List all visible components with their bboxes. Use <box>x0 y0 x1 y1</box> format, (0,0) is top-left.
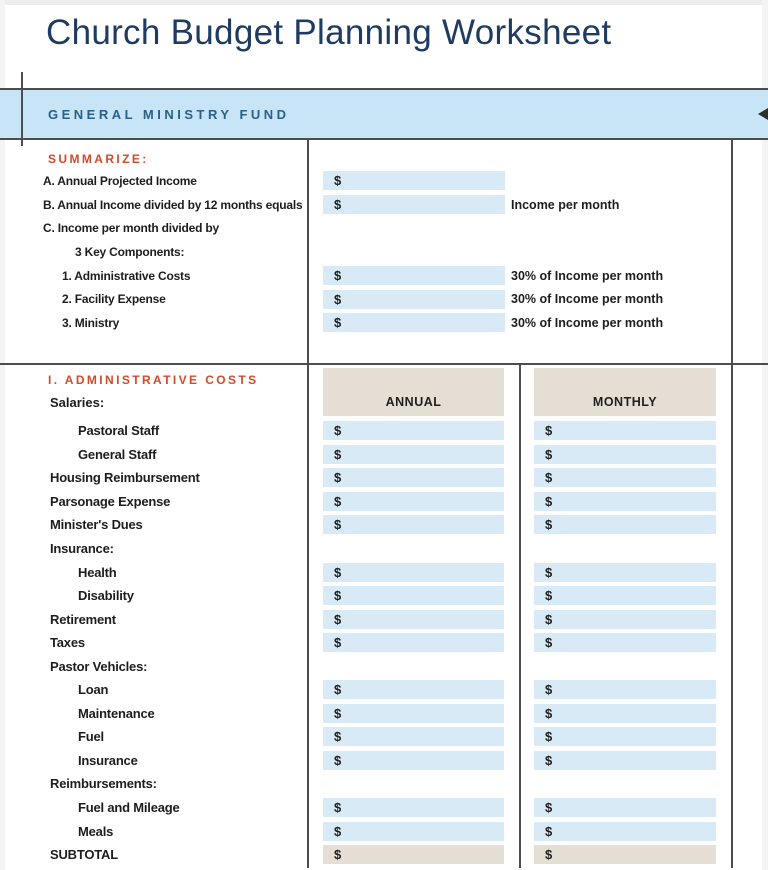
currency-symbol: $ <box>545 635 553 651</box>
monthly-amount-input-field[interactable] <box>534 633 716 652</box>
annual-amount-input-field[interactable] <box>323 727 504 746</box>
administrative-costs-heading: I. ADMINISTRATIVE COSTS <box>48 373 259 387</box>
page-edge-top <box>0 0 768 5</box>
currency-symbol: $ <box>545 823 553 839</box>
page-title: Church Budget Planning Worksheet <box>46 13 612 52</box>
annual-column-header <box>323 368 504 416</box>
row-label: 2. Facility Expense <box>62 292 166 307</box>
annual-amount-input-field[interactable] <box>323 798 504 817</box>
amount-input-field[interactable] <box>323 171 505 190</box>
monthly-cell <box>519 798 731 817</box>
row-label: 3. Ministry <box>62 315 120 330</box>
row-label: Fuel <box>78 729 104 745</box>
annual-amount-input-field[interactable] <box>323 610 504 629</box>
currency-symbol: $ <box>334 291 342 307</box>
monthly-cell <box>519 492 731 511</box>
annual-cell <box>307 798 519 817</box>
annual-cell <box>307 468 519 487</box>
field-suffix-label: 30% of Income per month <box>511 268 664 283</box>
budget-row <box>0 537 768 561</box>
row-label: Maintenance <box>78 705 155 721</box>
annual-cell <box>307 563 519 582</box>
currency-symbol: $ <box>545 611 553 627</box>
row-field-area <box>307 290 768 309</box>
column-divider-line <box>307 140 309 363</box>
monthly-cell <box>519 445 731 464</box>
annual-cell <box>307 845 519 864</box>
summarize-row <box>0 216 768 240</box>
currency-symbol: $ <box>334 705 342 721</box>
summarize-row <box>0 193 768 217</box>
row-field-area <box>307 313 768 332</box>
row-label: A. Annual Projected Income <box>43 173 197 188</box>
budget-row <box>0 560 768 584</box>
currency-symbol: $ <box>545 517 553 533</box>
row-label: Parsonage Expense <box>50 493 171 509</box>
annual-amount-input-field[interactable] <box>323 421 504 440</box>
annual-cell <box>307 586 519 605</box>
annual-cell <box>307 680 519 699</box>
budget-row <box>0 607 768 631</box>
summarize-section <box>0 140 768 363</box>
monthly-amount-input-field[interactable] <box>534 492 716 511</box>
currency-symbol: $ <box>545 729 553 745</box>
monthly-amount-input-field[interactable] <box>534 727 716 746</box>
currency-symbol: $ <box>334 564 342 580</box>
currency-symbol: $ <box>334 517 342 533</box>
currency-symbol: $ <box>545 493 553 509</box>
row-label: Housing Reimbursement <box>50 470 200 486</box>
monthly-cell <box>519 822 731 841</box>
annual-amount-input-field[interactable] <box>323 680 504 699</box>
monthly-amount-input-field[interactable] <box>534 822 716 841</box>
currency-symbol: $ <box>545 752 553 768</box>
currency-symbol: $ <box>334 173 342 189</box>
row-label: B. Annual Income divided by 12 months equals <box>43 197 303 212</box>
currency-symbol: $ <box>334 315 342 331</box>
summarize-heading: SUMMARIZE: <box>48 152 149 166</box>
summarize-row <box>0 240 768 264</box>
annual-amount-input-field[interactable] <box>323 751 504 770</box>
budget-row <box>0 490 768 514</box>
currency-symbol: $ <box>334 446 342 462</box>
currency-symbol: $ <box>545 564 553 580</box>
monthly-amount-input-field[interactable] <box>534 563 716 582</box>
table-right-border-line <box>731 140 733 363</box>
annual-cell <box>307 445 519 464</box>
monthly-cell <box>519 563 731 582</box>
budget-row <box>0 843 768 867</box>
currency-symbol: $ <box>334 847 342 863</box>
row-field-area <box>307 266 768 285</box>
monthly-cell <box>519 586 731 605</box>
budget-row <box>0 725 768 749</box>
annual-cell <box>307 610 519 629</box>
summarize-row <box>0 311 768 335</box>
currency-symbol: $ <box>545 588 553 604</box>
row-label: Disability <box>78 588 134 604</box>
banner-tick-line <box>21 72 23 146</box>
currency-symbol: $ <box>545 705 553 721</box>
annual-cell <box>307 633 519 652</box>
monthly-cell <box>519 845 731 864</box>
budget-row <box>0 513 768 537</box>
budget-row <box>0 796 768 820</box>
currency-symbol: $ <box>545 682 553 698</box>
row-label: SUBTOTAL <box>50 847 118 863</box>
monthly-amount-input-field[interactable] <box>534 515 716 534</box>
annual-amount-input-field[interactable] <box>323 515 504 534</box>
currency-symbol: $ <box>334 588 342 604</box>
budget-rows <box>0 419 768 866</box>
summarize-rows <box>0 169 768 335</box>
row-label: Insurance <box>78 752 138 768</box>
row-label: Taxes <box>50 635 85 651</box>
row-label: Fuel and Mileage <box>78 800 180 816</box>
annual-amount-input-field[interactable] <box>323 633 504 652</box>
summarize-row <box>0 169 768 193</box>
annual-amount-input-field[interactable] <box>323 845 504 864</box>
currency-symbol: $ <box>334 635 342 651</box>
row-label: Pastor Vehicles: <box>50 658 148 674</box>
budget-row <box>0 584 768 608</box>
annual-column-label: ANNUAL <box>385 395 442 409</box>
monthly-amount-input-field[interactable] <box>534 468 716 487</box>
monthly-cell <box>519 515 731 534</box>
row-field-area <box>307 195 768 214</box>
monthly-cell <box>519 727 731 746</box>
monthly-amount-input-field[interactable] <box>534 445 716 464</box>
row-label: General Staff <box>78 446 157 462</box>
summarize-row <box>0 264 768 288</box>
currency-symbol: $ <box>334 729 342 745</box>
monthly-cell <box>519 680 731 699</box>
row-label: Reimbursements: <box>50 776 157 792</box>
monthly-amount-input-field[interactable] <box>534 610 716 629</box>
currency-symbol: $ <box>545 423 553 439</box>
annual-cell <box>307 822 519 841</box>
currency-symbol: $ <box>334 493 342 509</box>
budget-row <box>0 443 768 467</box>
amount-input-field[interactable] <box>323 290 505 309</box>
monthly-cell <box>519 610 731 629</box>
row-label: Insurance: <box>50 541 114 556</box>
annual-amount-input-field[interactable] <box>323 492 504 511</box>
currency-symbol: $ <box>334 611 342 627</box>
annual-cell <box>307 704 519 723</box>
monthly-cell <box>519 633 731 652</box>
monthly-cell <box>519 751 731 770</box>
annual-cell <box>307 751 519 770</box>
row-label: Health <box>78 564 117 580</box>
monthly-amount-input-field[interactable] <box>534 421 716 440</box>
row-label: Minister's Dues <box>50 517 143 533</box>
annual-amount-input-field[interactable] <box>323 445 504 464</box>
budget-row <box>0 702 768 726</box>
currency-symbol: $ <box>545 470 553 486</box>
row-label: Loan <box>78 682 109 698</box>
currency-symbol: $ <box>545 800 553 816</box>
monthly-cell <box>519 704 731 723</box>
monthly-cell <box>519 421 731 440</box>
administrative-costs-section <box>0 363 768 868</box>
monthly-amount-input-field[interactable] <box>534 680 716 699</box>
annual-amount-input-field[interactable] <box>323 704 504 723</box>
monthly-column-label: MONTHLY <box>592 395 658 409</box>
amount-input-field[interactable] <box>323 266 505 285</box>
currency-symbol: $ <box>334 197 342 213</box>
annual-amount-input-field[interactable] <box>323 586 504 605</box>
currency-symbol: $ <box>334 268 342 284</box>
budget-row <box>0 466 768 490</box>
summarize-row <box>0 287 768 311</box>
monthly-column-header <box>534 368 716 416</box>
monthly-amount-input-field[interactable] <box>534 704 716 723</box>
budget-row <box>0 631 768 655</box>
budget-row <box>0 819 768 843</box>
annual-amount-input-field[interactable] <box>323 468 504 487</box>
row-field-area <box>307 171 768 190</box>
amount-input-field[interactable] <box>323 195 505 214</box>
budget-row <box>0 419 768 443</box>
row-label: Pastoral Staff <box>78 423 160 439</box>
currency-symbol: $ <box>334 800 342 816</box>
row-label: C. Income per month divided by <box>43 221 220 236</box>
budget-row <box>0 749 768 773</box>
monthly-cell <box>519 468 731 487</box>
banner-title: GENERAL MINISTRY FUND <box>48 106 290 122</box>
budget-row <box>0 678 768 702</box>
row-label: 1. Administrative Costs <box>62 268 191 283</box>
field-suffix-label: 30% of Income per month <box>511 315 664 330</box>
annual-cell <box>307 492 519 511</box>
amount-input-field[interactable] <box>323 313 505 332</box>
currency-symbol: $ <box>334 823 342 839</box>
annual-amount-input-field[interactable] <box>323 563 504 582</box>
left-arrow-icon[interactable] <box>758 108 768 120</box>
annual-cell <box>307 515 519 534</box>
monthly-amount-input-field[interactable] <box>534 751 716 770</box>
monthly-amount-input-field[interactable] <box>534 845 716 864</box>
row-label: Meals <box>78 823 114 839</box>
row-label: Retirement <box>50 611 116 627</box>
monthly-amount-input-field[interactable] <box>534 586 716 605</box>
currency-symbol: $ <box>545 446 553 462</box>
budget-row <box>0 654 768 678</box>
salaries-group-label: Salaries: <box>50 395 105 410</box>
row-label: 3 Key Components: <box>75 244 185 259</box>
budget-row <box>0 772 768 796</box>
currency-symbol: $ <box>334 752 342 768</box>
field-suffix-label: 30% of Income per month <box>511 292 664 307</box>
currency-symbol: $ <box>334 682 342 698</box>
monthly-amount-input-field[interactable] <box>534 798 716 817</box>
fund-section-banner <box>0 88 768 140</box>
annual-cell <box>307 421 519 440</box>
currency-symbol: $ <box>334 470 342 486</box>
currency-symbol: $ <box>545 847 553 863</box>
annual-cell <box>307 727 519 746</box>
currency-symbol: $ <box>334 423 342 439</box>
field-suffix-label: Income per month <box>511 197 620 212</box>
annual-amount-input-field[interactable] <box>323 822 504 841</box>
